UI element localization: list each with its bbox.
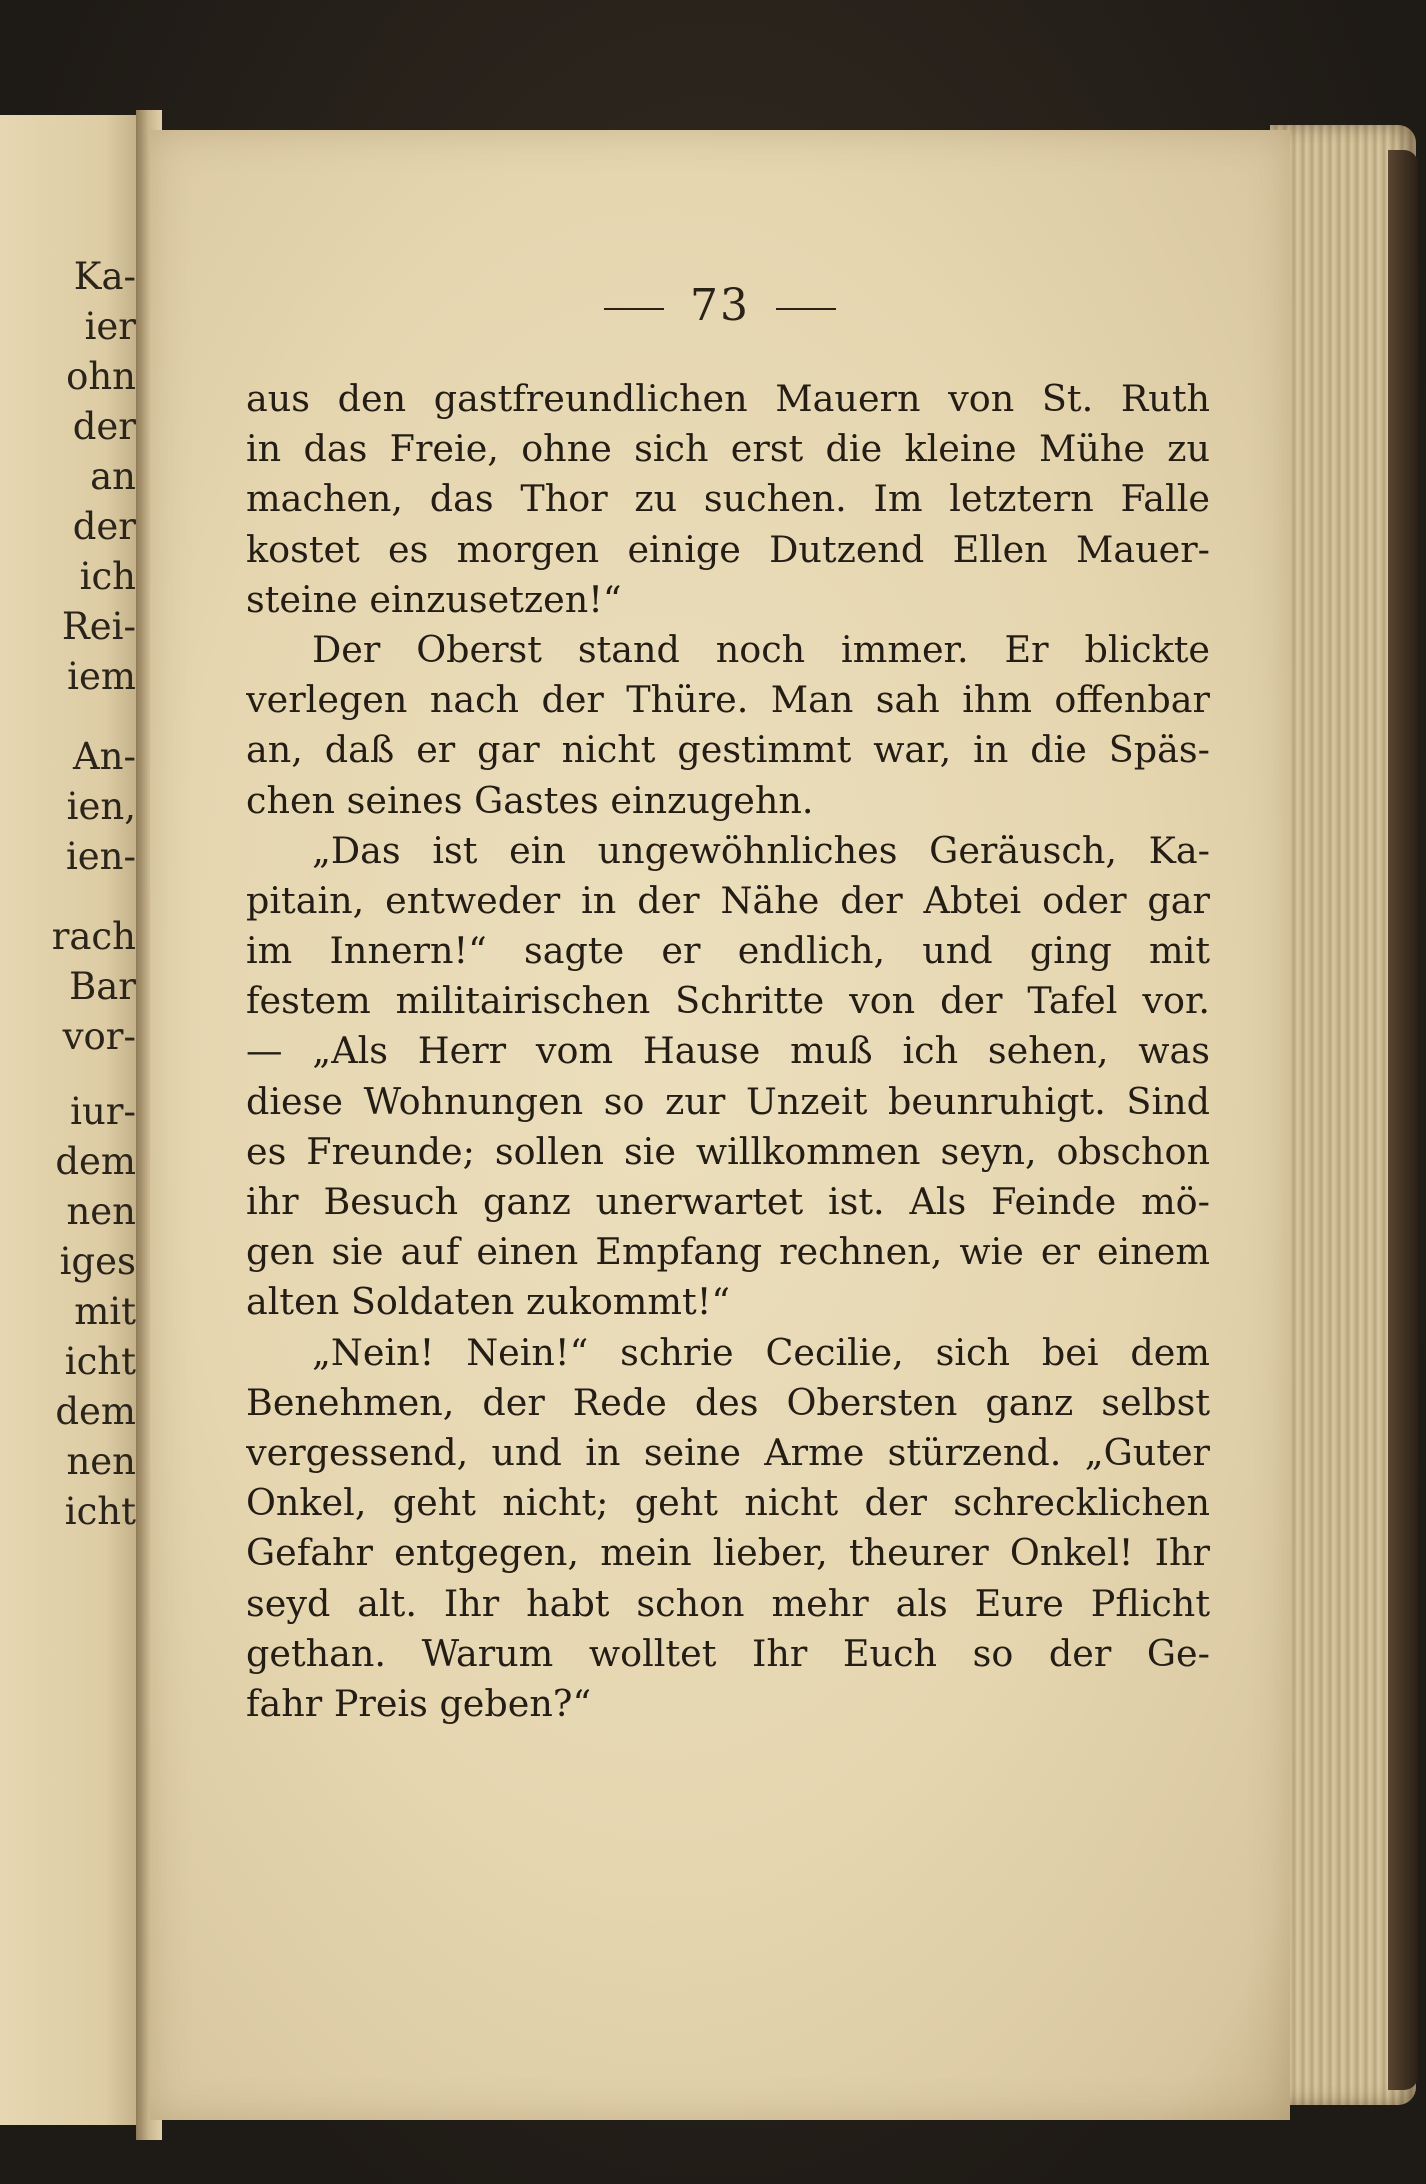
- text-line: „Das ist ein ungewöhnliches Geräusch, Ka-: [312, 828, 1210, 872]
- left-page-fragment: ien,: [66, 785, 136, 828]
- left-page-fragment: nen: [66, 1190, 136, 1233]
- text-line: im Innern!“ sagte er endlich, und ging mit: [246, 929, 1210, 973]
- text-line: gen sie auf einen Empfang rechnen, wie er einem: [246, 1230, 1210, 1274]
- text-line: Onkel, geht nicht; geht nicht der schrecklichen: [246, 1481, 1210, 1525]
- text-line: fahr Preis geben?“: [246, 1681, 592, 1725]
- text-line: Benehmen, der Rede des Obersten ganz selbst: [246, 1380, 1210, 1424]
- left-page-fragment: nen: [66, 1440, 136, 1483]
- text-line: in das Freie, ohne sich erst die kleine Mühe zu: [246, 427, 1210, 471]
- text-line: festem militairischen Schritte von der Tafel vor.: [246, 979, 1210, 1023]
- text-line: es Freunde; sollen sie willkommen seyn, obschon: [246, 1129, 1210, 1173]
- text-line: — „Als Herr vom Hause muß ich sehen, was: [246, 1029, 1210, 1073]
- page-number-dash-right: [776, 308, 836, 310]
- page-number-dash-left: [604, 308, 664, 310]
- left-page-fragment: iur-: [70, 1090, 136, 1133]
- text-line: verlegen nach der Thüre. Man sah ihm offenbar: [246, 678, 1210, 722]
- text-line: machen, das Thor zu suchen. Im letztern Falle: [246, 477, 1210, 521]
- page-number-value: 73: [690, 280, 750, 331]
- left-page-fragment: rach: [51, 915, 136, 958]
- left-page-fragment: an: [90, 455, 136, 498]
- text-line: pitain, entweder in der Nähe der Abtei oder gar: [246, 878, 1210, 922]
- left-page-fragment: ier: [84, 305, 136, 348]
- body-text: [246, 374, 1210, 1729]
- left-page-fragment: iem: [67, 655, 136, 698]
- left-page-fragment: Ka-: [73, 255, 136, 298]
- text-line: aus den gastfreundlichen Mauern von St. Ruth: [246, 377, 1210, 420]
- left-page-fragment: Rei-: [61, 605, 136, 648]
- book-cover-edge: [1388, 150, 1418, 2090]
- text-line: alten Soldaten zukommt!“: [246, 1280, 731, 1324]
- text-line: steine einzusetzen!“: [246, 577, 622, 621]
- left-page-fragment: der: [72, 505, 136, 548]
- left-page-fragment: icht: [64, 1490, 136, 1533]
- left-page-fragment: Bar: [69, 965, 136, 1008]
- left-page-fragment: icht: [64, 1340, 136, 1383]
- left-page-fragment: mit: [74, 1290, 136, 1333]
- text-line: „Nein! Nein!“ schrie Cecilie, sich bei dem: [312, 1330, 1210, 1374]
- text-line: an, daß er gar nicht gestimmt war, in die Späs-: [246, 728, 1210, 772]
- left-page-fragment: iges: [59, 1240, 136, 1283]
- book-page: [150, 130, 1290, 2120]
- text-line: Gefahr entgegen, mein lieber, theurer Onkel! Ihr: [246, 1531, 1210, 1575]
- left-page-fragment: An-: [72, 735, 136, 778]
- left-page-fragment: der: [72, 405, 136, 448]
- text-line: diese Wohnungen so zur Unzeit beunruhigt. Sind: [246, 1079, 1210, 1123]
- text-line: gethan. Warum wolltet Ihr Euch so der Ge-: [246, 1631, 1210, 1675]
- previous-page-edge: [0, 115, 150, 2125]
- left-page-fragment: vor-: [62, 1015, 136, 1058]
- text-line: seyd alt. Ihr habt schon mehr als Eure Pflicht: [246, 1581, 1210, 1625]
- text-line: kostet es morgen einige Dutzend Ellen Mauer-: [246, 527, 1210, 571]
- left-page-fragment: ohn: [66, 355, 136, 398]
- left-page-fragment: ien-: [65, 835, 136, 878]
- left-page-fragment: ich: [79, 555, 136, 598]
- text-line: chen seines Gastes einzugehn.: [246, 778, 814, 822]
- text-line: ihr Besuch ganz unerwartet ist. Als Feinde mö-: [246, 1180, 1210, 1223]
- page-number: [150, 280, 1290, 331]
- left-page-fragment: dem: [55, 1140, 136, 1183]
- text-line: vergessend, und in seine Arme stürzend. „Guter: [246, 1430, 1210, 1474]
- left-page-fragment: dem: [55, 1390, 136, 1433]
- text-line: Der Oberst stand noch immer. Er blickte: [312, 627, 1210, 671]
